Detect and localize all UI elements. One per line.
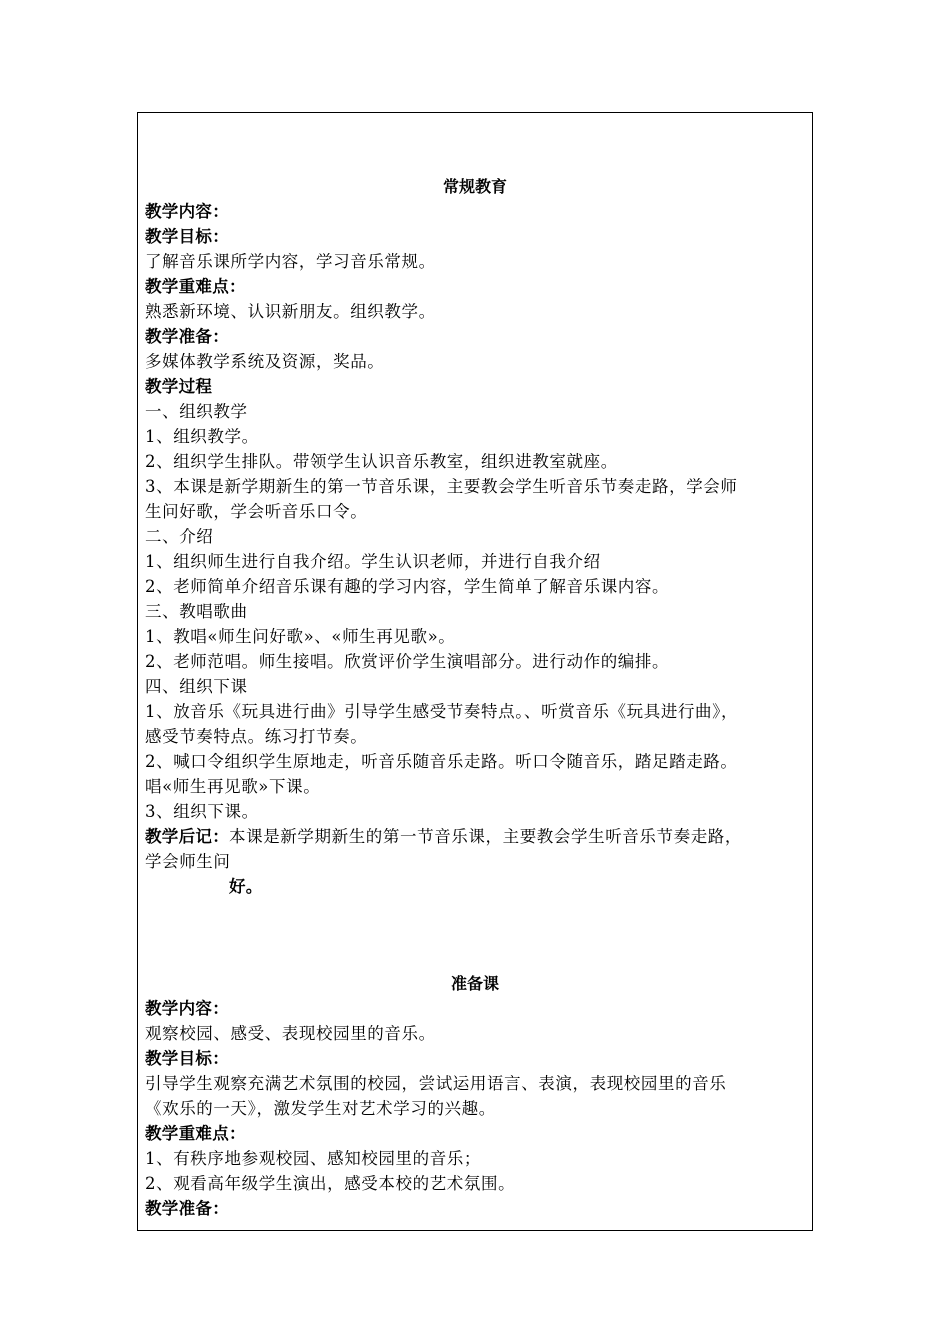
section1-p4-2b: 唱«师生再见歌»下课。 <box>145 777 321 796</box>
section1-content-label: 教学内容： <box>145 202 229 221</box>
section1-p4-1a: 1、放音乐《玩具进行曲》引导学生感受节奏特点。、听赏音乐《玩具进行曲》， <box>145 702 739 721</box>
section1-after-line <box>145 827 742 847</box>
section2-goal-text-a: 引导学生观察充满艺术氛围的校园，尝试运用语言、表演，表现校园里的音乐 <box>145 1074 727 1093</box>
section2-content-text: 观察校园、感受、表现校园里的音乐。 <box>145 1024 436 1043</box>
section1-p1-3b: 生问好歌，学会听音乐口令。 <box>145 502 368 521</box>
section1-p2-2: 2、老师简单介绍音乐课有趣的学习内容，学生简单了解音乐课内容。 <box>145 577 670 596</box>
section1-p1-3a: 3、本课是新学期新生的第一节音乐课，主要教会学生听音乐节奏走路，学会师 <box>145 477 738 496</box>
section1-p1-2: 2、组织学生排队。带领学生认识音乐教室，组织进教室就座。 <box>145 452 618 471</box>
section1-p4-heading: 四、组织下课 <box>145 677 248 696</box>
section1-p4-1b: 感受节奏特点。练习打节奏。 <box>145 727 368 746</box>
section1-key-text: 熟悉新环境、认识新朋友。组织教学。 <box>145 302 436 321</box>
section1-p2-heading: 二、介绍 <box>145 527 214 546</box>
section1-p3-1: 1、教唱«师生问好歌»、«师生再见歌»。 <box>145 627 456 646</box>
section1-p3-2: 2、老师范唱。师生接唱。欣赏评价学生演唱部分。进行动作的编排。 <box>145 652 670 671</box>
section2-goal-text-b: 《欢乐的一天》，激发学生对艺术学习的兴趣。 <box>145 1099 496 1118</box>
section1-after-text-a: 本课是新学期新生的第一节音乐课，主要教会学生听音乐节奏走路， <box>229 827 742 846</box>
section1-p1-1: 1、组织教学。 <box>145 427 259 446</box>
section1-after-label: 教学后记： <box>145 827 229 846</box>
section1-p4-2a: 2、喊口令组织学生原地走，听音乐随音乐走路。听口令随音乐，踏足踏走路。 <box>145 752 738 771</box>
section1-key-label: 教学重难点： <box>145 277 246 296</box>
section1-p3-heading: 三、教唱歌曲 <box>145 602 248 621</box>
section1-process-label: 教学过程 <box>145 377 213 396</box>
section2-goal-label: 教学目标： <box>145 1049 229 1068</box>
section2-key-label: 教学重难点： <box>145 1124 246 1143</box>
section1-title: 常规教育 <box>442 177 507 196</box>
section1-prep-label: 教学准备： <box>145 327 229 346</box>
section2-prep-label: 教学准备： <box>145 1199 229 1218</box>
section1-prep-text: 多媒体教学系统及资源，奖品。 <box>145 352 385 371</box>
section2-key-2: 2、观看高年级学生演出，感受本校的艺术氛围。 <box>145 1174 516 1193</box>
section1-after-text-c: 好。 <box>229 877 263 896</box>
section2-title: 准备课 <box>450 974 499 993</box>
section1-goal-text: 了解音乐课所学内容，学习音乐常规。 <box>145 252 436 271</box>
section2-content-label: 教学内容： <box>145 999 229 1018</box>
section1-p1-heading: 一、组织教学 <box>145 402 248 421</box>
section2-key-1: 1、有秩序地参观校园、感知校园里的音乐； <box>145 1149 481 1168</box>
section1-goal-label: 教学目标： <box>145 227 229 246</box>
section1-after-text-b: 学会师生问 <box>145 852 231 871</box>
section1-p2-1: 1、组织师生进行自我介绍。学生认识老师，并进行自我介绍 <box>145 552 601 571</box>
section1-p4-3: 3、组织下课。 <box>145 802 259 821</box>
